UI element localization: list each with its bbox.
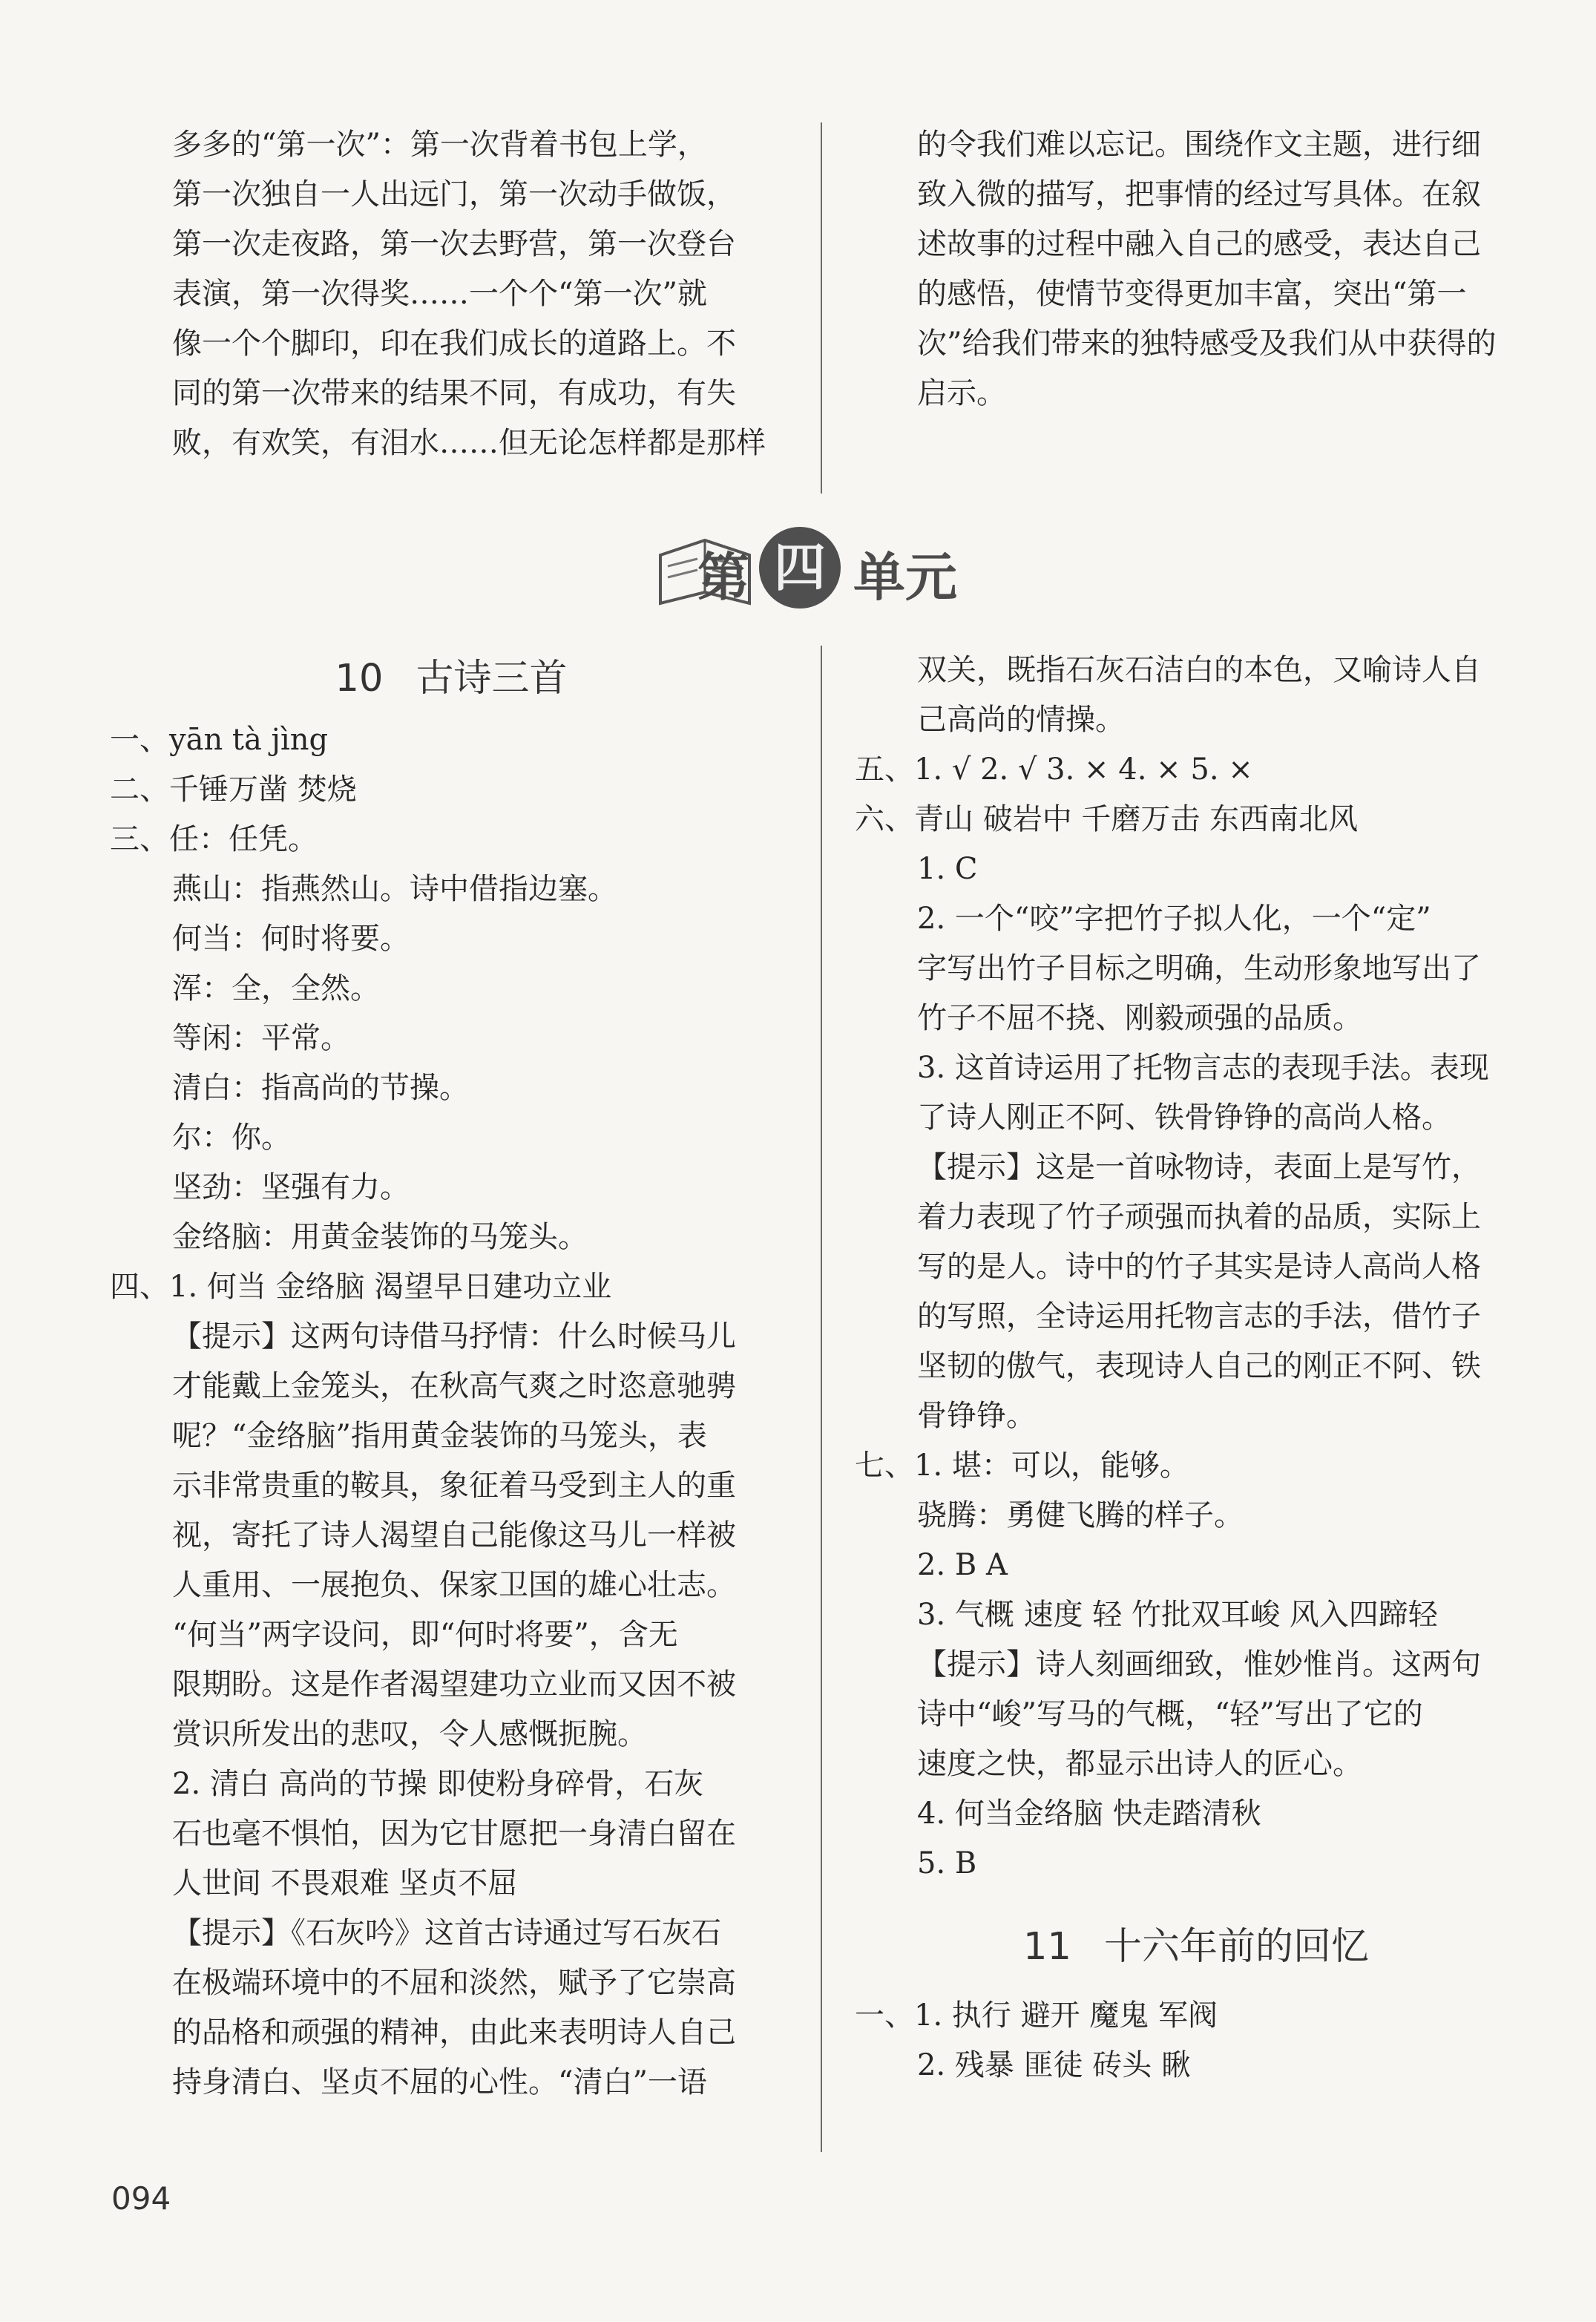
answer-line: 清白：指高尚的节操。 bbox=[172, 1071, 469, 1105]
answer-line: 【提示】这是一首咏物诗，表面上是写竹， bbox=[917, 1150, 1481, 1184]
answer-line: 3. 这首诗运用了托物言志的表现手法。表现 bbox=[917, 1051, 1489, 1085]
text-line: 败，有欢笑，有泪水……但无论怎样都是那样 bbox=[172, 426, 766, 460]
answer-line: 速度之快，都显示出诗人的匠心。 bbox=[917, 1747, 1362, 1781]
text-line: 同的第一次带来的结果不同，有成功，有失 bbox=[172, 376, 736, 410]
answer-line: 字写出竹子目标之明确，生动形象地写出了 bbox=[917, 951, 1481, 985]
answer-line: 【提示】诗人刻画细致，惟妙惟肖。这两句 bbox=[917, 1647, 1481, 1682]
answer-line: 石也毫不惧怕，因为它甘愿把一身清白留在 bbox=[172, 1817, 736, 1851]
text-line: 第一次走夜路，第一次去野营，第一次登台 bbox=[172, 227, 736, 261]
answer-line: 了诗人刚正不阿、铁骨铮铮的高尚人格。 bbox=[917, 1101, 1451, 1135]
top-right-column bbox=[917, 120, 1540, 419]
answer-line: 4. 何当金络脑 快走踏清秋 bbox=[917, 1797, 1261, 1831]
text-line: 第一次独自一人出远门，第一次动手做饭， bbox=[172, 177, 736, 211]
answer-line: 己高尚的情操。 bbox=[917, 703, 1125, 737]
answer-line: 一、yān tà jìng bbox=[110, 723, 329, 757]
unit-char-1: 第 bbox=[697, 547, 749, 608]
answer-line: 2. 清白 高尚的节操 即使粉身碎骨，石灰 bbox=[172, 1767, 704, 1801]
top-left-column bbox=[172, 120, 795, 468]
answer-line: “何当”两字设问，即“何时将要”，含无 bbox=[172, 1618, 678, 1652]
answer-line: 三、任：任凭。 bbox=[110, 822, 318, 856]
answer-line: 持身清白、坚贞不屈的心性。“清白”一语 bbox=[172, 2065, 707, 2099]
answer-line: 3. 气概 速度 轻 竹批双耳峻 风入四蹄轻 bbox=[917, 1598, 1438, 1632]
answer-line: 的写照，全诗运用托物言志的手法，借竹子 bbox=[917, 1299, 1481, 1334]
answer-line: 2. B A bbox=[917, 1548, 1008, 1582]
answer-line: 尔：你。 bbox=[172, 1121, 291, 1155]
answer-line: 写的是人。诗中的竹子其实是诗人高尚人格 bbox=[917, 1250, 1481, 1284]
left-answer-column bbox=[110, 643, 792, 2108]
answer-line: 1. C bbox=[917, 852, 978, 886]
answer-line: 【提示】这两句诗借马抒情：什么时候马儿 bbox=[172, 1319, 736, 1354]
answer-line: 在极端环境中的不屈和淡然，赋予了它崇高 bbox=[172, 1966, 736, 2000]
answer-line: 视，寄托了诗人渴望自己能像这马儿一样被 bbox=[172, 1518, 736, 1552]
column-divider bbox=[821, 646, 822, 2152]
answer-line: 二、千锤万凿 焚烧 bbox=[110, 773, 357, 807]
answer-line: 浑：全，全然。 bbox=[172, 971, 380, 1006]
answer-line: 等闲：平常。 bbox=[172, 1021, 350, 1055]
answer-line: 五、1. √ 2. √ 3. × 4. × 5. × bbox=[855, 752, 1253, 787]
lesson-title: 十六年前的回忆 bbox=[1103, 1925, 1369, 1969]
text-line: 多多的“第一次”：第一次背着书包上学， bbox=[172, 128, 707, 162]
answer-line: 的品格和顽强的精神，由此来表明诗人自己 bbox=[172, 2016, 736, 2050]
lesson-number: 10 bbox=[335, 657, 384, 701]
lesson-number: 11 bbox=[1023, 1925, 1071, 1969]
answer-line: 骁腾：勇健飞腾的样子。 bbox=[917, 1498, 1244, 1532]
answer-line: 示非常贵重的鞍具，象征着马受到主人的重 bbox=[172, 1469, 736, 1503]
text-line: 致入微的描写，把事情的经过写具体。在叙 bbox=[917, 177, 1481, 211]
unit-char-3: 单 bbox=[853, 547, 905, 608]
page-number: 094 bbox=[111, 2180, 171, 2217]
answer-line: 人世间 不畏艰难 坚贞不屈 bbox=[172, 1866, 518, 1900]
answer-line: 七、1. 堪：可以，能够。 bbox=[855, 1449, 1189, 1483]
answer-line: 才能戴上金笼头，在秋高气爽之时恣意驰骋 bbox=[172, 1369, 736, 1403]
unit-number-badge bbox=[759, 527, 841, 609]
answer-line: 一、1. 执行 避开 魔鬼 军阀 bbox=[855, 1998, 1218, 2033]
text-line: 启示。 bbox=[917, 376, 1006, 410]
answer-line: 2. 残暴 匪徒 砖头 瞅 bbox=[917, 2048, 1192, 2082]
text-line: 次”给我们带来的独特感受及我们从中获得的 bbox=[917, 327, 1497, 361]
answer-line: 2. 一个“咬”字把竹子拟人化，一个“定” bbox=[917, 902, 1431, 936]
unit-char-4: 元 bbox=[905, 547, 957, 608]
answer-line: 四、1. 何当 金络脑 渴望早日建功立业 bbox=[110, 1270, 612, 1304]
answer-line: 诗中“峻”写马的气概，“轻”写出了它的 bbox=[917, 1697, 1423, 1731]
text-line: 像一个个脚印，印在我们成长的道路上。不 bbox=[172, 327, 736, 361]
answer-line: 双关，既指石灰石洁白的本色，又喻诗人自 bbox=[917, 653, 1481, 687]
lesson-11-title bbox=[855, 1911, 1537, 1984]
answer-line: 何当：何时将要。 bbox=[172, 922, 410, 956]
right-answer-column bbox=[855, 646, 1537, 2090]
column-divider bbox=[821, 122, 822, 493]
lesson-title: 古诗三首 bbox=[416, 657, 568, 701]
answer-line: 【提示】《石灰吟》这首古诗通过写石灰石 bbox=[172, 1916, 721, 1950]
answer-line: 竹子不屈不挠、刚毅顽强的品质。 bbox=[917, 1001, 1362, 1035]
answer-line: 赏识所发出的悲叹，令人感慨扼腕。 bbox=[172, 1717, 647, 1751]
unit-heading bbox=[653, 519, 965, 623]
answer-line: 金络脑：用黄金装饰的马笼头。 bbox=[172, 1220, 588, 1254]
answer-line: 呢？“金络脑”指用黄金装饰的马笼头，表 bbox=[172, 1419, 707, 1453]
text-line: 述故事的过程中融入自己的感受，表达自己 bbox=[917, 227, 1481, 261]
text-line: 的感悟，使情节变得更加丰富，突出“第一 bbox=[917, 277, 1467, 311]
answer-line: 着力表现了竹子顽强而执着的品质，实际上 bbox=[917, 1200, 1481, 1234]
lesson-10-title bbox=[110, 643, 792, 715]
answer-line: 六、青山 破岩中 千磨万击 东西南北风 bbox=[855, 802, 1359, 836]
answer-line: 燕山：指燕然山。诗中借指边塞。 bbox=[172, 872, 617, 906]
answer-line: 坚劲：坚强有力。 bbox=[172, 1170, 410, 1204]
text-line: 的令我们难以忘记。围绕作文主题，进行细 bbox=[917, 128, 1481, 162]
answer-line: 5. B bbox=[917, 1846, 977, 1880]
answer-line: 限期盼。这是作者渴望建功立业而又因不被 bbox=[172, 1667, 736, 1702]
text-line: 表演，第一次得奖……一个个“第一次”就 bbox=[172, 277, 707, 311]
answer-line: 人重用、一展抱负、保家卫国的雄心壮志。 bbox=[172, 1568, 736, 1602]
answer-line: 骨铮铮。 bbox=[917, 1399, 1036, 1433]
answer-line: 坚韧的傲气，表现诗人自己的刚正不阿、铁 bbox=[917, 1349, 1481, 1383]
unit-number: 四 bbox=[774, 537, 826, 598]
